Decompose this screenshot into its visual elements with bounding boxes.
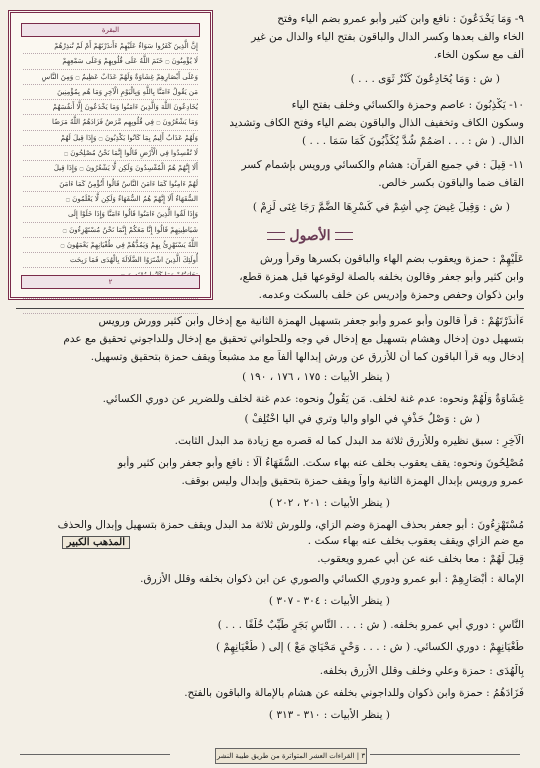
body-line: الْآخِرِ : سبق نظيره وللأزرق ثلاثة مد البدل كما له قصره مع زيادة مد البدل الثابت. (174, 435, 524, 447)
quran-line: لَا يُؤْمِنُونَ ۝ خَتَمَ اللَّهُ عَلَى قُلُوبِهِمْ وَعَلَى سَمْعِهِمْ (23, 54, 198, 69)
note-10-line1: ١٠- يَكْذِبُونَ : عاصم وحمزة والكسائي وخلف بفتح الياء (291, 99, 524, 111)
quran-line: وَإِذَا لَقُوا الَّذِينَ ءَامَنُوا قَالُوا ءَامَنَّا وَإِذَا خَلَوْا إِلَى (23, 207, 198, 222)
usul-line1: عَلَيْهِمْ : حمزة ويعقوب بضم الهاء والباقون بكسرها وقرأ ورش (259, 253, 524, 265)
imala-line: طُغْيَانِهِمْ : دوري الكسائي. ( ش : . . . وَحْيٍ مَحْيَايَ مَعْ ) إلى ( طُغْيَانِهِمْ ) (215, 641, 524, 653)
quran-line: وَلَهُمْ عَذَابٌ أَلِيمٌ بِمَا كَانُوا يَكْذِبُونَ ۝ وَإِذَا قِيلَ لَهُمْ (23, 131, 198, 146)
surah-header: البقرة (21, 23, 200, 37)
quran-line: لَهُمْ ءَامِنُوا كَمَا ءَامَنَ النَّاسُ قَالُوا أَنُؤْمِنُ كَمَا ءَامَنَ (23, 177, 198, 192)
usul-line3: وابن ذكوان وحفص وحمزة وإدريس عن خلف بالسكت وعدمه. (258, 289, 524, 301)
body-line: إدخال ويه قرأ الباقون كما أن للأزرق عن ورش إبدالها ألفاً مع مد مشبعاً ويقف حمزة بتحقيق وتسهيل. (90, 351, 524, 363)
quran-line: وَمَا يَشْعُرُونَ ۝ فِي قُلُوبِهِم مَّرَضٌ فَزَادَهُمُ اللَّهُ مَرَضًا (23, 115, 198, 130)
footer-rule-left (20, 754, 170, 755)
quran-line: مَن يَقُولُ ءَامَنَّا بِاللَّهِ وَبِالْيَوْمِ الْآخِرِ وَمَا هُم بِمُؤْمِنِينَ (23, 85, 198, 100)
note-11-verse: ( ش : وَقِيلَ غِيضَ جِي أُشِمْ في كَسْرِهَا الضَّمَّ رَجَا غِنَى لَزِمْ ) (252, 201, 510, 213)
ornament-left (335, 232, 353, 240)
quran-line: أَلَا إِنَّهُمْ هُمُ الْمُفْسِدُونَ وَلَكِن لَّا يَشْعُرُونَ ۝ وَإِذَا قِيلَ (23, 161, 198, 176)
body-line: ( ش : وَصْلُ حَذْفٍ في الواو واليا وتري في اليا اخْتُلِفْ ) (244, 413, 480, 425)
quran-page-number: ٢ (21, 275, 200, 289)
madhab-label: المذهب الكبير (62, 536, 130, 549)
book-title: القراءات العشر المتواترة من طريق طيبة النشر (216, 752, 355, 760)
imala-line: النَّاسِ : دوري أبي عمرو بخلفه. ( ش : . . . النَّاسِ بَجَرٍ طَيِّبٌ خُلْفًا . . . ) (217, 619, 524, 631)
imala-line: بِالْهُدَى : حمزة وعلي وخلف وقلل الأزرق بخلفه. (319, 665, 524, 677)
footer-label: ٣ | القراءات العشر المتواترة من طريق طيبة النشر (215, 748, 367, 764)
quran-line: وَعَلَى أَبْصَارِهِمْ غِشَاوَةٌ وَلَهُمْ عَذَابٌ عَظِيمٌ ۝ وَمِنَ النَّاسِ (23, 70, 198, 85)
imala-line: فَزَادَهُمُ : حمزة وابن ذكوان وللداجوني بخلفه عن هشام بالإمالة والباقون بالفتح. (184, 687, 524, 699)
body-line: بتسهيل دون إدخال وهشام بتسهيل مع إدخال في وجه وللحلواني تحقيق مع إدخال وللداجوني تحقيق مع عدم (63, 333, 524, 345)
quran-line: أُولَئِكَ الَّذِينَ اشْتَرَوُا الضَّلَالَةَ بِالْهُدَى فَمَا رَبِحَت (23, 253, 198, 268)
imala-line: الإمالة : أَبْصَارِهِمْ : أبو عمرو ودوري الكسائي والصوري عن ابن ذكوان بخلفه وقلل الأزرق. (140, 573, 524, 585)
note-11-line1: ١١- قِيلَ : في جميع القرآن: هشام والكسائي ورويس بإشمام كسر (241, 159, 524, 171)
body-line: ءَأَنذَرْتَهُمْ : قرأ قالون وأبو عمرو وأبو جعفر بتسهيل الهمزة الثانية مع إدخال وابن كثير وورش ورويس (98, 315, 524, 327)
note-9-verse: ( ش : وَمَا يُخَادِعُونَ كَنْزٌ ثَوَى . . . ) (350, 73, 500, 85)
quran-verses (23, 39, 198, 273)
imala-line: ( ينظر الأبيات : ٣٠٤ - ٣٠٧ ) (268, 595, 390, 607)
quran-line: لَا تُفْسِدُوا فِي الْأَرْضِ قَالُوا إِنَّمَا نَحْنُ مُصْلِحُونَ ۝ (23, 146, 198, 161)
body-line: مُسْتَهْزِءُونَ : أبو جعفر بحذف الهمزة وضم الزاي، وللورش ثلاثة مد البدل ويقف حمزة بتسهيل وإبدال والحذف (57, 519, 524, 531)
footer-rule-right (370, 754, 520, 755)
body-line: عمرو ورويس بإبدال الهمزة الثانية واواً ويقف حمزة بتحقيق وإبدال وليس بوقف. (181, 475, 524, 487)
usul-line2: وابن كثير وأبو جعفر وقالون بخلفه بالصلة لوقوعها قبل همزة قطع، (239, 271, 524, 283)
quran-page-frame (8, 10, 213, 300)
section-title-usul (250, 228, 370, 250)
note-11-line2: القاف ضما والباقون بكسر خالص. (378, 177, 524, 189)
ornament-right (267, 232, 285, 240)
separator (16, 308, 524, 309)
quran-line: شَيَاطِينِهِمْ قَالُوا إِنَّا مَعَكُمْ إِنَّمَا نَحْنُ مُسْتَهْزِءُونَ ۝ (23, 223, 198, 238)
body-line: مع ضم الزاي ويقف يعقوب بخلف عنه بهاء سكت . (307, 535, 524, 547)
section-title-text: الأصول (289, 228, 331, 244)
note-9-line1: ٩- وَمَا يَخْدَعُونَ : نافع وابن كثير وأبو عمرو بضم الياء وفتح (277, 13, 524, 25)
quran-line (23, 299, 198, 314)
quran-line: السُّفَهَاءُ أَلَا إِنَّهُمْ هُمُ السُّفَهَاءُ وَلَكِن لَّا يَعْلَمُونَ ۝ (23, 192, 198, 207)
note-9-line3: ألف مع سكون الخاء. (433, 49, 524, 61)
body-line: ( ينظر الأبيات : ١٧٥ ، ١٧٦ ، ١٩٠ ) (242, 371, 390, 383)
body-line: قِيلَ لَهُمْ : معا بخلف عنه عن أبي عمرو ويعقوب. (317, 553, 524, 565)
note-10-line2: وسكون الكاف وتخفيف الذال والباقون بضم الياء وفتح الكاف وتشديد (229, 117, 524, 129)
body-line: ( ينظر الأبيات : ٢٠١ ، ٢٠٢ ) (269, 497, 390, 509)
note-10-line3: الذال. ( ش : . . . اضمُمْ شُدَّ يُكَذِّبُونَ كَمَا سَمَا . . . ) (302, 135, 524, 147)
page-number: ٣ (361, 752, 366, 760)
quran-line: اللَّهُ يَسْتَهْزِئُ بِهِمْ وَيَمُدُّهُمْ فِي طُغْيَانِهِمْ يَعْمَهُونَ ۝ (23, 238, 198, 253)
note-9-line2: الخاء والف بعدها وكسر الدال والباقون بفتح الياء والدال من غير (251, 31, 524, 43)
body-line: غِشَاوَةٌ وَلَهُمْ ونحوه: عدم غنة لخلف. مَن يَقُولُ ونحوه: عدم غنة لخلف وللضرير عن دوري الكسائي. (102, 393, 524, 405)
quran-line: إِنَّ الَّذِينَ كَفَرُوا سَوَاءٌ عَلَيْهِمْ ءَأَنذَرْتَهُمْ أَمْ لَمْ تُنذِرْهُمْ (23, 39, 198, 54)
quran-line: يُخَادِعُونَ اللَّهَ وَالَّذِينَ ءَامَنُوا وَمَا يَخْدَعُونَ إِلَّا أَنفُسَهُمْ (23, 100, 198, 115)
body-line: مُصْلِحُونَ ونحوه: يقف يعقوب بخلف عنه بهاء سكت. السُّفَهَاءُ أَلَا : نافع وأبو جعفر وابن كثير وأبو (117, 457, 524, 469)
imala-line: ( ينظر الأبيات : ٣١٠ - ٣١٣ ) (268, 709, 390, 721)
